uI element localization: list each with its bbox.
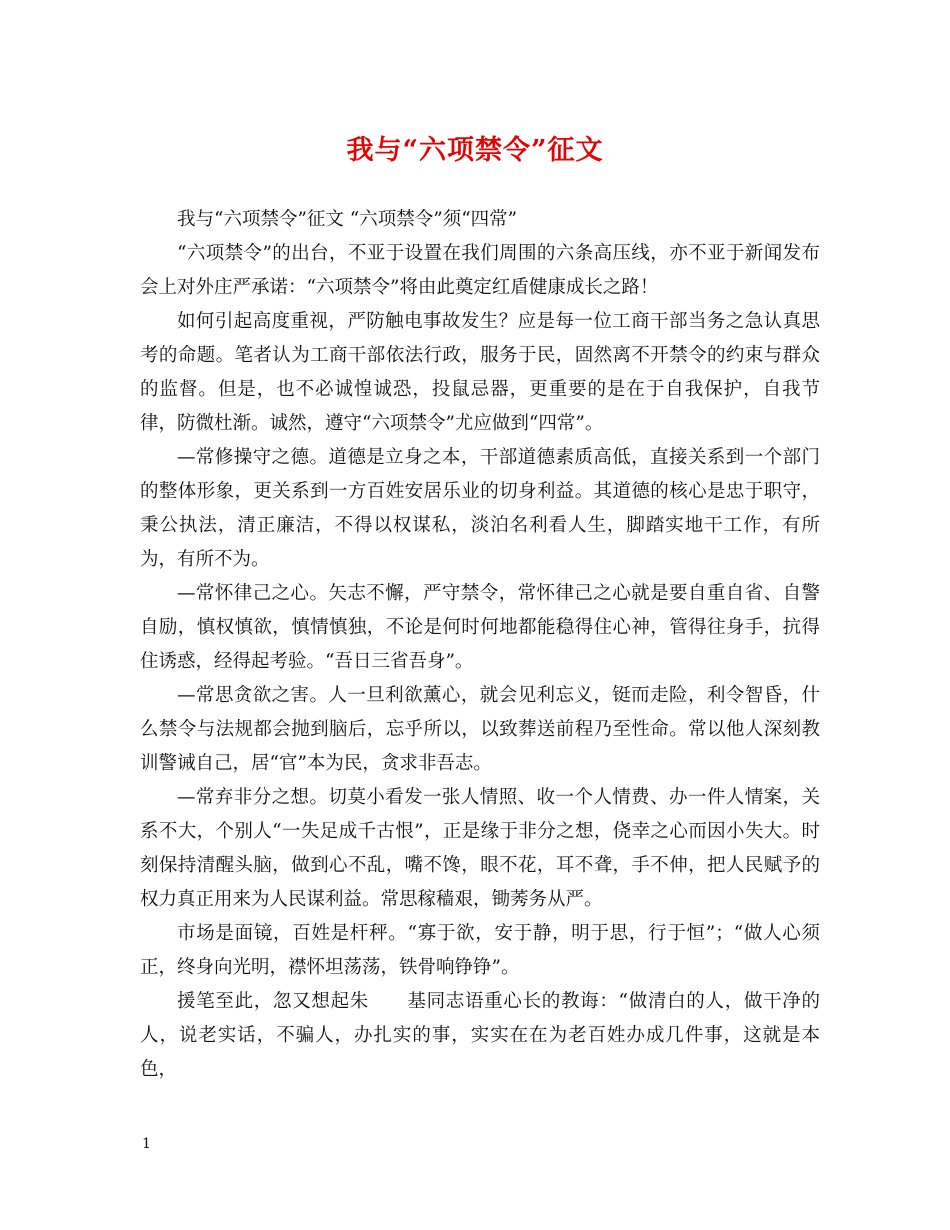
paragraph-self-discipline: —常怀律己之心。矢志不懈，严守禁令，常怀律己之心就是要自重自省、自警自励，慎权慎欲，慎情慎独，不论是何时何地都能稳得住心神，管得往身手，抗得住诱惑，经得起考验。“吾日三省吾身”。 bbox=[140, 583, 820, 672]
paragraph-quote: 援笔至此，忽又想起朱 基同志语重心长的教诲：“做清白的人，做干净的人，说老实话，不骗人，办扎实的事，实实在在为老百姓办成几件事，这就是本色， bbox=[140, 991, 820, 1080]
paragraph-improper-thoughts: —常弃非分之想。切莫小看发一张人情照、收一个人情费、办一件人情案，关系不大，个别人“一失足成千古恨”，正是缘于非分之想，侥幸之心而因小失大。时刻保持清醒头脑，做到心不乱，嘴不馋，眼不花，耳不聋，手不伸，把人民赋予的权力真正用来为人民谋利益。常思稼穑艰，锄莠务从严。 bbox=[140, 787, 820, 910]
paragraph-greed: —常思贪欲之害。人一旦利欲薰心，就会见利忘义，铤而走险，利令智昏，什么禁令与法规都会抛到脑后，忘乎所以，以致葬送前程乃至性命。常以他人深刻教训警诫自己，居“官”本为民，贪求非吾志。 bbox=[140, 685, 820, 774]
paragraph-virtue: —常修操守之德。道德是立身之本，干部道德素质高低，直接关系到一个部门的整体形象，更关系到一方百姓安居乐业的切身利益。其道德的核心是忠于职守，秉公执法，清正廉洁，不得以权谋私，淡泊名利看人生，脚踏实地干工作，有所为，有所不为。 bbox=[140, 447, 820, 570]
document-title: 我与“六项禁令”征文 bbox=[346, 135, 604, 166]
page-number: 1 bbox=[142, 1136, 151, 1152]
paragraph-question: 如何引起高度重视，严防触电事故发生？应是每一位工商干部当务之急认真思考的命题。笔者认为工商干部依法行政，服务于民，固然离不开禁令的约束与群众的监督。但是，也不必诚惶诚恐，投鼠忌器，更重要的是在于自我保护，自我节律，防微杜渐。诚然，遵守“六项禁令”尤应做到“四常”。 bbox=[140, 311, 820, 434]
paragraph-subtitle: 我与“六项禁令”征文 “六项禁令”须“四常” bbox=[177, 209, 518, 230]
paragraph-intro: “六项禁令”的出台，不亚于设置在我们周围的六条高压线，亦不亚于新闻发布会上对外庄严承诺：“六项禁令”将由此奠定红盾健康成长之路！ bbox=[140, 243, 820, 298]
document-body bbox=[140, 203, 820, 1087]
paragraph-market: 市场是面镜，百姓是杆秤。“寡于欲，安于静，明于思，行于恒”；“做人心须正，终身向光明，襟怀坦荡荡，铁骨响铮铮”。 bbox=[140, 923, 820, 978]
